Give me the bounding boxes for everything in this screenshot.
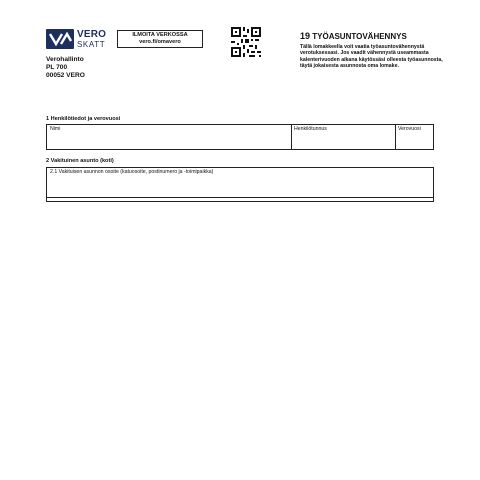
id-label: Henkilötunnus — [294, 126, 327, 132]
tax-office-address — [46, 56, 85, 80]
address-line: Verohallinto — [46, 56, 84, 63]
section1-title: 1 Henkilötiedot ja verovuosi — [46, 116, 121, 122]
section2-title: 2 Vakituinen asunto (koti) — [46, 158, 114, 164]
form-title — [300, 31, 407, 41]
logo-text-skatt: SKATT — [77, 40, 106, 49]
tax-year-field[interactable] — [397, 133, 433, 148]
year-label: Verovuosi — [398, 126, 421, 132]
field-2-1-label: 2.1 Vakituisen asunnon osoite (katuosoite, postinumero ja -toimipaikka) — [50, 169, 214, 175]
qr-code-icon[interactable] — [231, 27, 261, 57]
file-online-box — [117, 30, 203, 48]
form-intro: Tällä lomakkeella voit vaatia työasuntovähennystä verotuksessasi. Jos vaadit vähennystä useammasta kalenterivuoden aikana käytössäsi olleesta työasunnosta, täytä jokaisesta asunnosta oma lomake. — [300, 44, 443, 70]
name-label: Nimi — [50, 126, 61, 132]
divider — [291, 125, 292, 149]
online-title: ILMOITA VERKOSSA — [132, 32, 188, 38]
logo-text-vero: VERO — [77, 29, 107, 40]
address-line: 00052 VERO — [46, 72, 85, 79]
divider — [395, 125, 396, 149]
online-url[interactable]: vero.fi/omavero — [139, 39, 181, 45]
personal-id-field[interactable] — [293, 133, 393, 148]
form-number: 19 — [300, 31, 311, 41]
spacer — [46, 171, 434, 198]
vero-logo-icon — [46, 29, 74, 49]
address-line: PL 700 — [46, 64, 68, 71]
section1-box — [46, 124, 434, 150]
name-field[interactable] — [49, 133, 289, 148]
form-title-text: TYÖASUNTOVÄHENNYS — [312, 32, 407, 41]
vero-logo — [46, 29, 106, 51]
